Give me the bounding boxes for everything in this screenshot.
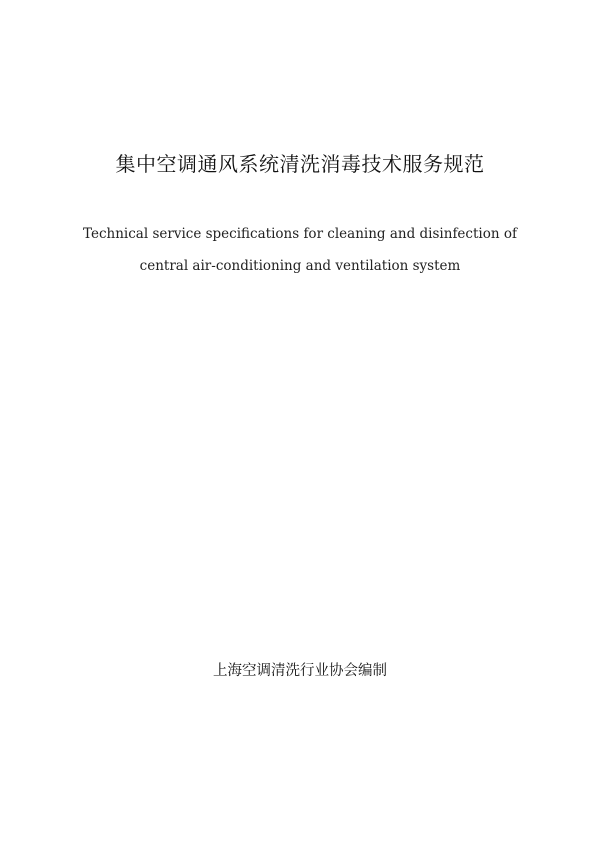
- english-title-line-1: Technical service specifications for cleaning and disinfection of: [83, 226, 517, 242]
- english-title: [0, 218, 600, 282]
- english-title-line-2: central air-conditioning and ventilation system: [139, 258, 461, 274]
- publisher-line: 上海空调清洗行业协会编制: [213, 663, 387, 679]
- chinese-title: 集中空调通风系统清洗消毒技术服务规范: [115, 152, 485, 176]
